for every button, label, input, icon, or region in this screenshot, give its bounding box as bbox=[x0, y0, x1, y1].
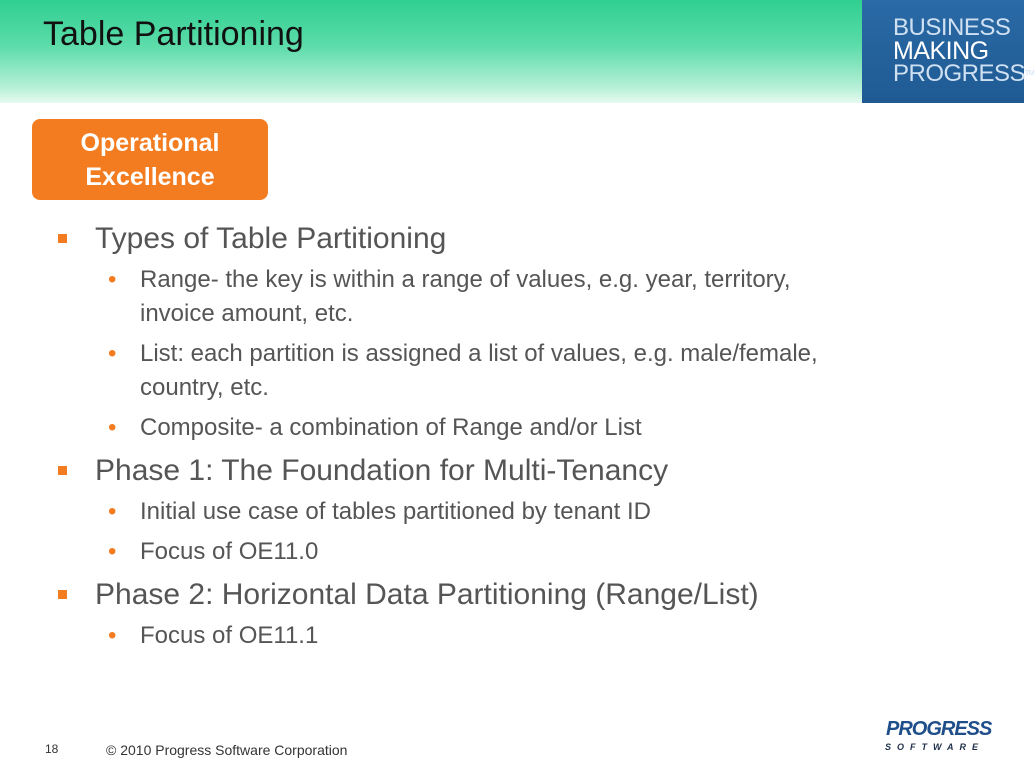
brand-line-3-text: PROGRESS bbox=[893, 60, 1026, 87]
bullet-level1 bbox=[95, 451, 895, 491]
slide-title: Table Partitioning bbox=[43, 15, 304, 53]
brand-trademark: TM bbox=[1025, 70, 1034, 77]
bullet-text: List: each partition is assigned a list of values, e.g. male/female, country, etc. bbox=[140, 340, 818, 401]
operational-excellence-badge bbox=[32, 119, 268, 200]
page-number: 18 bbox=[45, 742, 59, 756]
brand-line-2: MAKING bbox=[893, 37, 989, 65]
badge-label: Operational Excellence bbox=[80, 128, 220, 191]
square-bullet-icon bbox=[58, 590, 67, 599]
bullet-text: Focus of OE11.0 bbox=[140, 538, 319, 565]
bullet-text: Phase 1: The Foundation for Multi-Tenancy bbox=[95, 454, 669, 487]
square-bullet-icon bbox=[58, 466, 67, 475]
bullet-text: Phase 2: Horizontal Data Partitioning (Range/List) bbox=[95, 578, 759, 611]
bullet-level2 bbox=[108, 535, 840, 569]
dot-bullet-icon: • bbox=[108, 340, 117, 367]
bullet-text: Focus of OE11.1 bbox=[140, 622, 319, 649]
bullet-level1 bbox=[95, 575, 895, 615]
brand-line-1: BUSINESS bbox=[893, 14, 1011, 41]
dot-bullet-icon: • bbox=[108, 498, 117, 525]
bullet-level2 bbox=[108, 411, 840, 445]
bullet-text: Range- the key is within a range of values, e.g. year, territory, invoice amount, etc. bbox=[140, 266, 791, 327]
bullet-level2 bbox=[108, 337, 840, 405]
progress-logo-word: PROGRESS bbox=[886, 718, 992, 740]
bullet-level2 bbox=[108, 263, 840, 331]
bullet-text: Composite- a combination of Range and/or List bbox=[140, 414, 642, 441]
bullet-level1 bbox=[95, 219, 895, 259]
square-bullet-icon bbox=[58, 234, 67, 243]
brand-line-3 bbox=[893, 62, 1034, 86]
business-making-progress-logo bbox=[862, 0, 1034, 103]
bullet-text: Initial use case of tables partitioned by tenant ID bbox=[140, 498, 651, 525]
bullet-level2 bbox=[108, 495, 840, 529]
copyright-text: © 2010 Progress Software Corporation bbox=[106, 742, 348, 758]
dot-bullet-icon: • bbox=[108, 414, 117, 441]
progress-software-logo bbox=[880, 717, 995, 757]
dot-bullet-icon: • bbox=[108, 538, 117, 565]
progress-logo-subtext: SOFTWARE bbox=[885, 742, 984, 752]
dot-bullet-icon: • bbox=[108, 266, 117, 293]
bullet-text: Types of Table Partitioning bbox=[95, 222, 447, 255]
bullet-level2 bbox=[108, 619, 840, 653]
dot-bullet-icon: • bbox=[108, 622, 117, 649]
slide-content bbox=[0, 215, 1000, 659]
